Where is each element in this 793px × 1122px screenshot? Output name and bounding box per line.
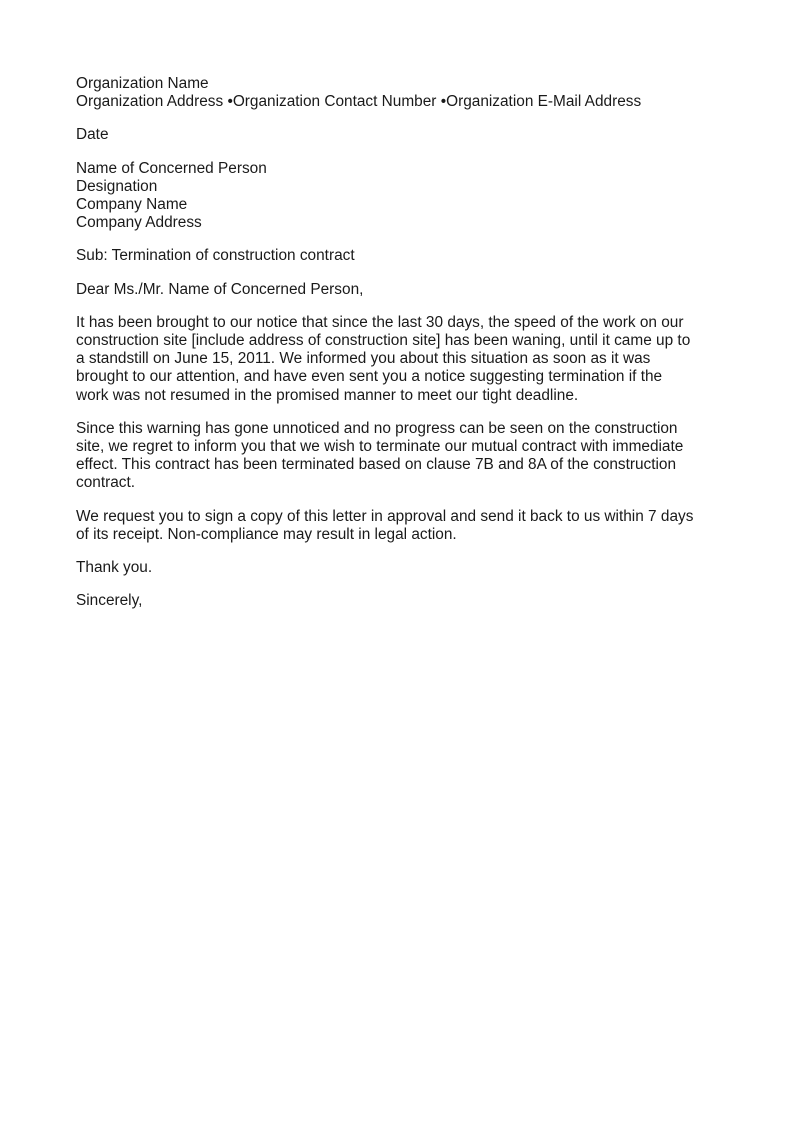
organization-details-line [76, 93, 726, 111]
recipient-designation: Designation [76, 177, 158, 195]
recipient-address: Company Address [76, 214, 202, 232]
paragraph-line: brought to our attention, and have even sent you a notice suggesting termination if the [76, 368, 663, 386]
organization-address: Organization Address [76, 93, 224, 111]
closing-line: Sincerely, [76, 592, 143, 610]
body-paragraph-1 [76, 314, 726, 405]
paragraph-line: effect. This contract has been terminated based on clause 7B and 8A of the construction [76, 456, 677, 474]
organization-name: Organization Name [76, 75, 209, 92]
thanks-block [76, 559, 726, 577]
recipient-company: Company Name [76, 196, 188, 214]
bullet-separator: • [227, 93, 233, 111]
recipient-name: Name of Concerned Person [76, 159, 267, 177]
salutation-block [76, 281, 726, 299]
paragraph-line: contract. [76, 474, 136, 492]
paragraph-line: a standstill on June 15, 2011. We informed you about this situation as soon as it was [76, 350, 651, 368]
closing-block [76, 592, 726, 610]
letter-subject: Sub: Termination of construction contract [76, 247, 355, 265]
paragraph-line: Since this warning has gone unnoticed and no progress can be seen on the construction [76, 419, 678, 437]
organization-contact-number: Organization Contact Number [232, 93, 437, 111]
paragraph-line: construction site [include address of construction site] has been waning, until it came up to [76, 332, 691, 350]
body-paragraph-3 [76, 508, 726, 544]
recipient-block [76, 160, 726, 233]
bullet-separator: • [440, 93, 447, 111]
letterhead [76, 75, 726, 111]
organization-email: Organization E-Mail Address [446, 93, 642, 111]
letter-page [76, 75, 726, 610]
salutation: Dear Ms./Mr. Name of Concerned Person, [76, 280, 364, 298]
paragraph-line: We request you to sign a copy of this letter in approval and send it back to us within 7 days [76, 507, 694, 525]
letter-date-block [76, 126, 726, 144]
paragraph-line: of its receipt. Non-compliance may result in legal action. [76, 525, 457, 543]
paragraph-line: work was not resumed in the promised manner to meet our tight deadline. [76, 386, 579, 404]
paragraph-line: site, we regret to inform you that we wish to terminate our mutual contract with immediate [76, 438, 684, 456]
thank-you-line: Thank you. [76, 559, 153, 577]
body-paragraph-2 [76, 420, 726, 493]
letter-date: Date [76, 126, 109, 144]
subject-block [76, 247, 726, 265]
paragraph-line: It has been brought to our notice that since the last 30 days, the speed of the work on our [76, 313, 684, 331]
